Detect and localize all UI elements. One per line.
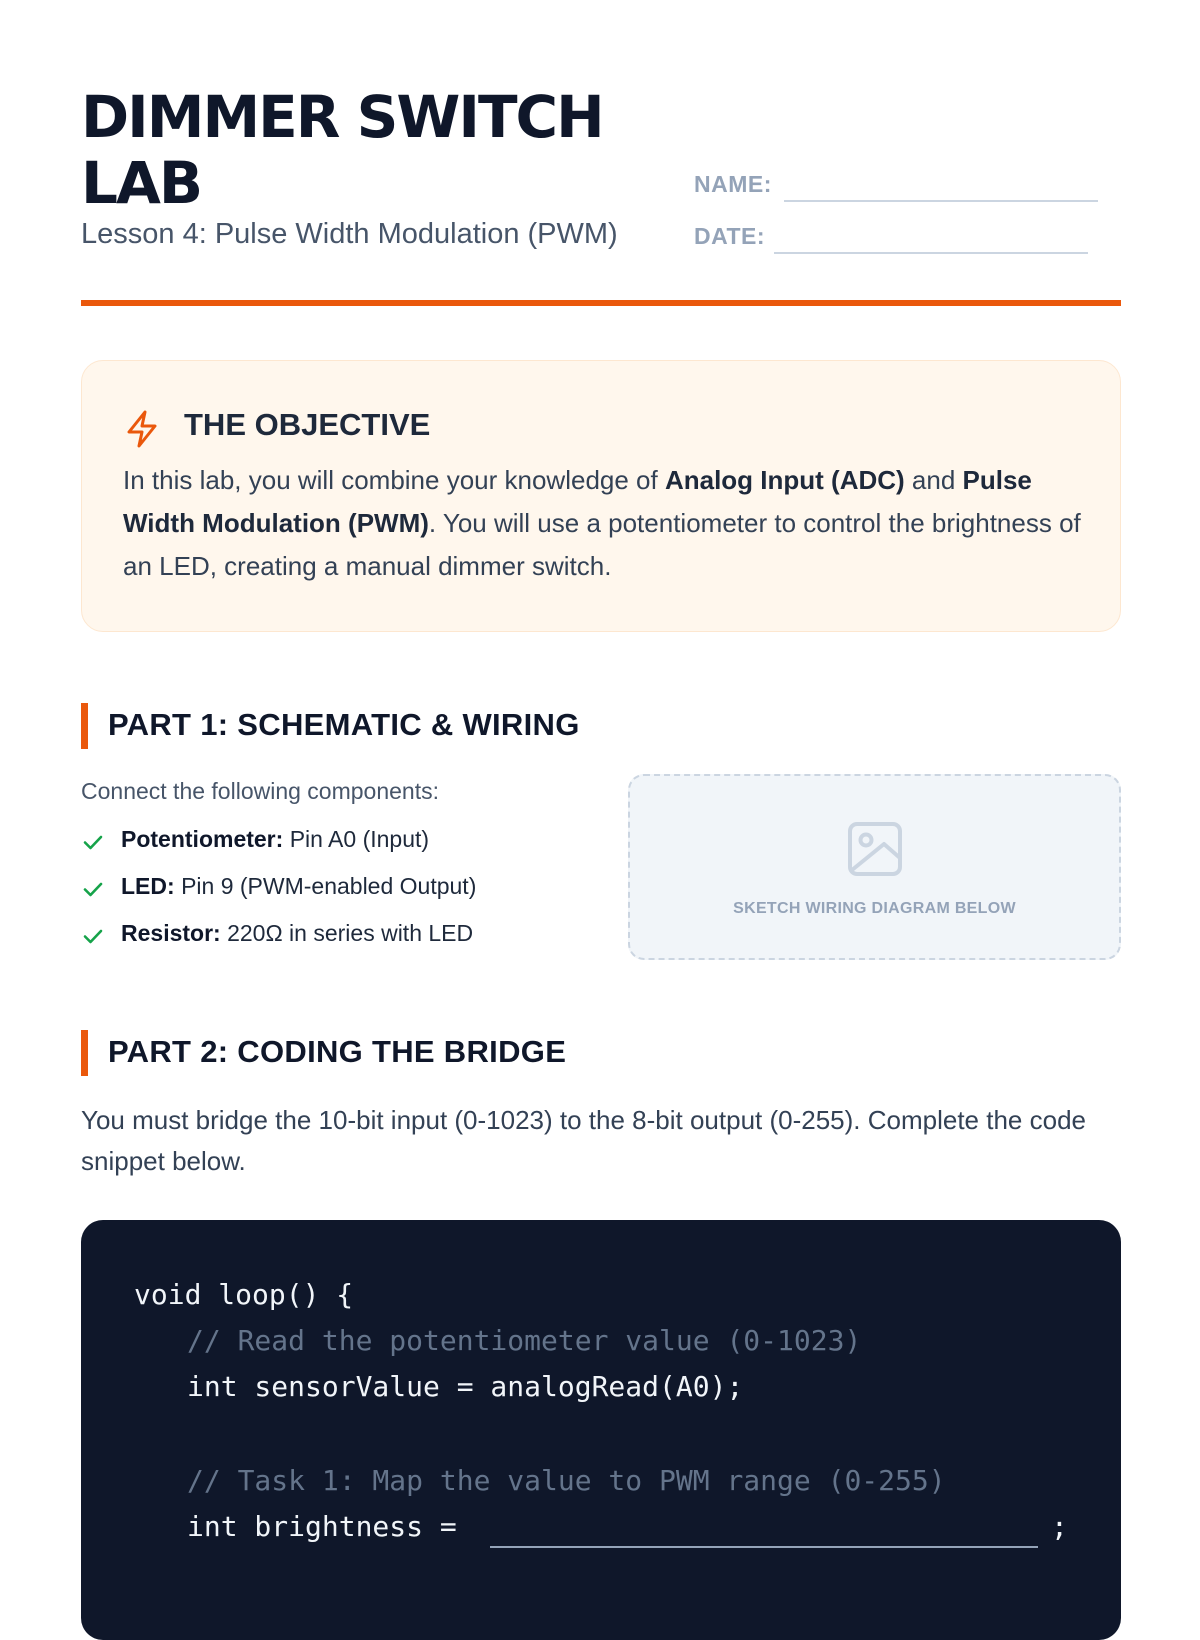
component-text [121,920,473,947]
part2-header [81,1030,1121,1076]
header-divider [81,300,1121,306]
component-label: Potentiometer: [121,826,284,852]
title-line-1: DIMMER SWITCH [81,83,603,151]
lightning-bolt-icon [124,409,160,449]
check-icon [81,830,105,854]
code-line-sensor: int sensorValue = analogRead(A0); [187,1370,744,1403]
check-icon [81,877,105,901]
code-comment-read: // Read the potentiometer value (0-1023) [187,1324,862,1357]
component-value: Pin A0 (Input) [289,826,430,852]
part2-heading: PART 2: CODING THE BRIDGE [108,1034,567,1069]
code-line-loop: void loop() { [134,1278,354,1311]
component-label: LED: [121,873,175,899]
objective-text-mid: and [904,465,963,495]
component-label: Resistor: [121,920,221,946]
image-icon [846,820,904,878]
code-line-brightness: int brightness = [187,1510,457,1543]
brightness-answer-blank[interactable] [490,1546,1038,1548]
component-text [121,873,476,900]
bridge-instructions: You must bridge the 10-bit input (0-1023) to the 8-bit output (0-255). Complete the code snippet below. [81,1105,1086,1176]
lesson-subtitle: Lesson 4: Pulse Width Modulation (PWM) [81,218,618,250]
name-label: NAME: [694,171,772,197]
code-block [81,1220,1121,1640]
page-title [81,84,701,216]
part1-accent-bar [81,703,88,749]
component-value: Pin 9 (PWM-enabled Output) [181,873,477,899]
part1-header [81,703,1121,749]
component-value: 220Ω in series with LED [227,920,474,946]
date-label: DATE: [694,223,766,249]
code-semicolon: ; [1051,1510,1068,1543]
sketch-area[interactable] [628,774,1121,960]
check-icon [81,924,105,948]
code-comment-task1: // Task 1: Map the value to PWM range (0-255) [187,1464,946,1497]
objective-bold-pwm: Pulse Width Modulation (PWM) [123,465,1032,538]
objective-text-start: In this lab, you will combine your knowledge of [123,465,665,495]
component-text [121,826,429,853]
part1-heading: PART 1: SCHEMATIC & WIRING [108,707,580,742]
name-field[interactable] [784,200,1098,202]
part2-accent-bar [81,1030,88,1076]
connect-intro: Connect the following components: [81,778,439,804]
sketch-label: SKETCH WIRING DIAGRAM BELOW [733,900,1016,917]
objective-text-end: . You will use a potentiometer to control the brightness of an LED, creating a manual dimmer switch. [123,508,1081,581]
objective-bold-adc: Analog Input (ADC) [664,465,905,495]
objective-text [123,459,1083,588]
title-line-2: LAB [81,149,202,217]
date-field[interactable] [774,252,1088,254]
objective-card [81,360,1121,632]
objective-heading: THE OBJECTIVE [184,407,431,442]
